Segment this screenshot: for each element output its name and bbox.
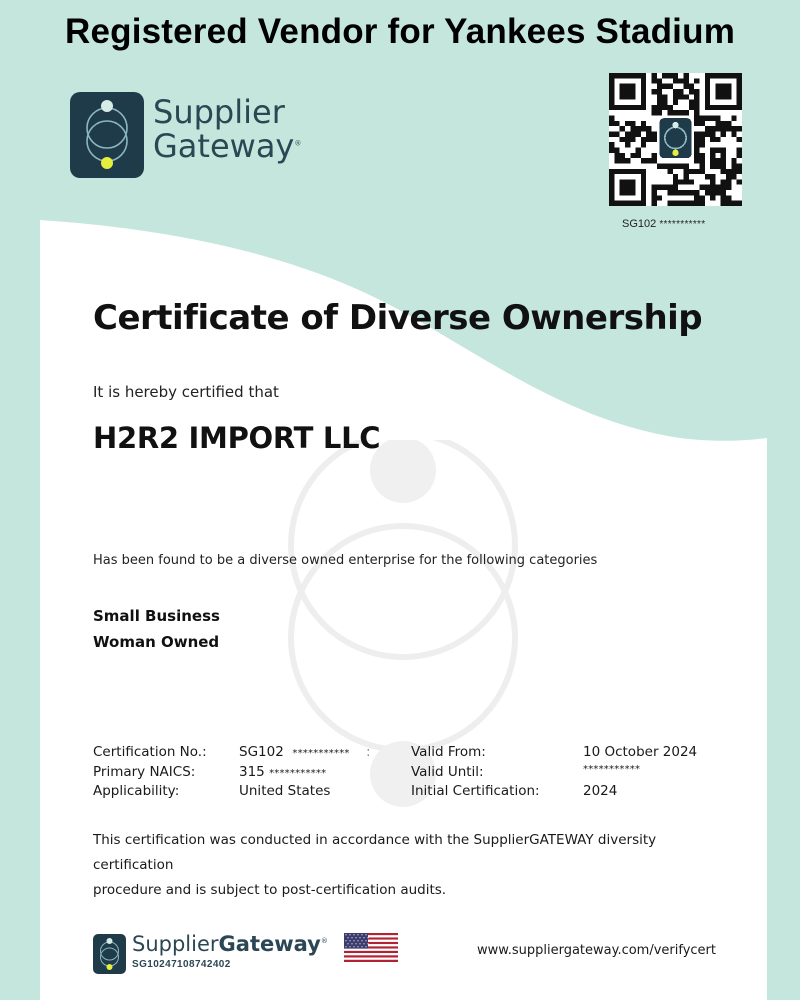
- us-flag-icon: [344, 933, 398, 962]
- footer-certificate-id: SG10247108742402: [132, 959, 231, 970]
- qr-code-masked: ***********: [659, 219, 706, 230]
- initial-cert-label: Initial Certification:: [411, 783, 540, 799]
- footer-brand-part2: Gateway: [218, 932, 321, 956]
- valid-from-label: Valid From:: [411, 744, 486, 760]
- certificate-title: Certificate of Diverse Ownership: [93, 298, 703, 338]
- certification-statement: [93, 828, 733, 903]
- naics-label: Primary NAICS:: [93, 763, 196, 780]
- valid-until-masked: ***********: [583, 763, 641, 775]
- qr-certificate-code: [622, 218, 705, 230]
- valid-from-value: 10 October 2024: [583, 744, 698, 760]
- cert-no-masked: ***********: [292, 748, 350, 759]
- statement-line: This certification was conducted in accordance with the SupplierGATEWAY diversity certification: [93, 832, 657, 873]
- supplier-gateway-logo-icon: [70, 92, 144, 178]
- naics-prefix: 315: [239, 763, 265, 780]
- brand-wordmark: [153, 93, 302, 165]
- brand-line1: Supplier: [153, 93, 285, 131]
- footer-wordmark: [132, 932, 328, 956]
- naics-masked: ***********: [269, 767, 327, 779]
- brand-line2: Gateway: [153, 126, 295, 165]
- company-name: H2R2 IMPORT LLC: [93, 421, 381, 455]
- banner-title: Registered Vendor for Yankees Stadium: [64, 12, 736, 51]
- naics-value: [239, 764, 326, 780]
- certified-intro: It is hereby certified that: [93, 383, 279, 401]
- applicability-value: United States: [239, 783, 331, 799]
- verify-url-link[interactable]: www.suppliergateway.com/verifycert: [477, 943, 716, 958]
- valid-until-label: Valid Until:: [411, 763, 484, 780]
- footer-registered-mark: ®: [320, 937, 328, 945]
- category-item: Woman Owned: [93, 633, 220, 651]
- cert-no-value: [239, 744, 350, 760]
- applicability-label: Applicability:: [93, 783, 180, 799]
- category-list: [93, 603, 220, 655]
- registered-mark: ®: [294, 138, 302, 147]
- statement-line: procedure and is subject to post-certification audits.: [93, 882, 447, 898]
- category-item: Small Business: [93, 607, 220, 625]
- qr-code-prefix: SG102: [622, 218, 657, 230]
- footer-logo-icon: [93, 934, 126, 974]
- found-statement: Has been found to be a diverse owned enterprise for the following categories: [93, 553, 598, 568]
- qr-code[interactable]: [609, 73, 742, 206]
- colon-mark: :: [366, 744, 371, 760]
- cert-no-prefix: SG102: [239, 744, 284, 760]
- cert-no-label: Certification No.:: [93, 744, 207, 760]
- footer-brand-part1: Supplier: [132, 932, 219, 956]
- initial-cert-value: 2024: [583, 783, 618, 799]
